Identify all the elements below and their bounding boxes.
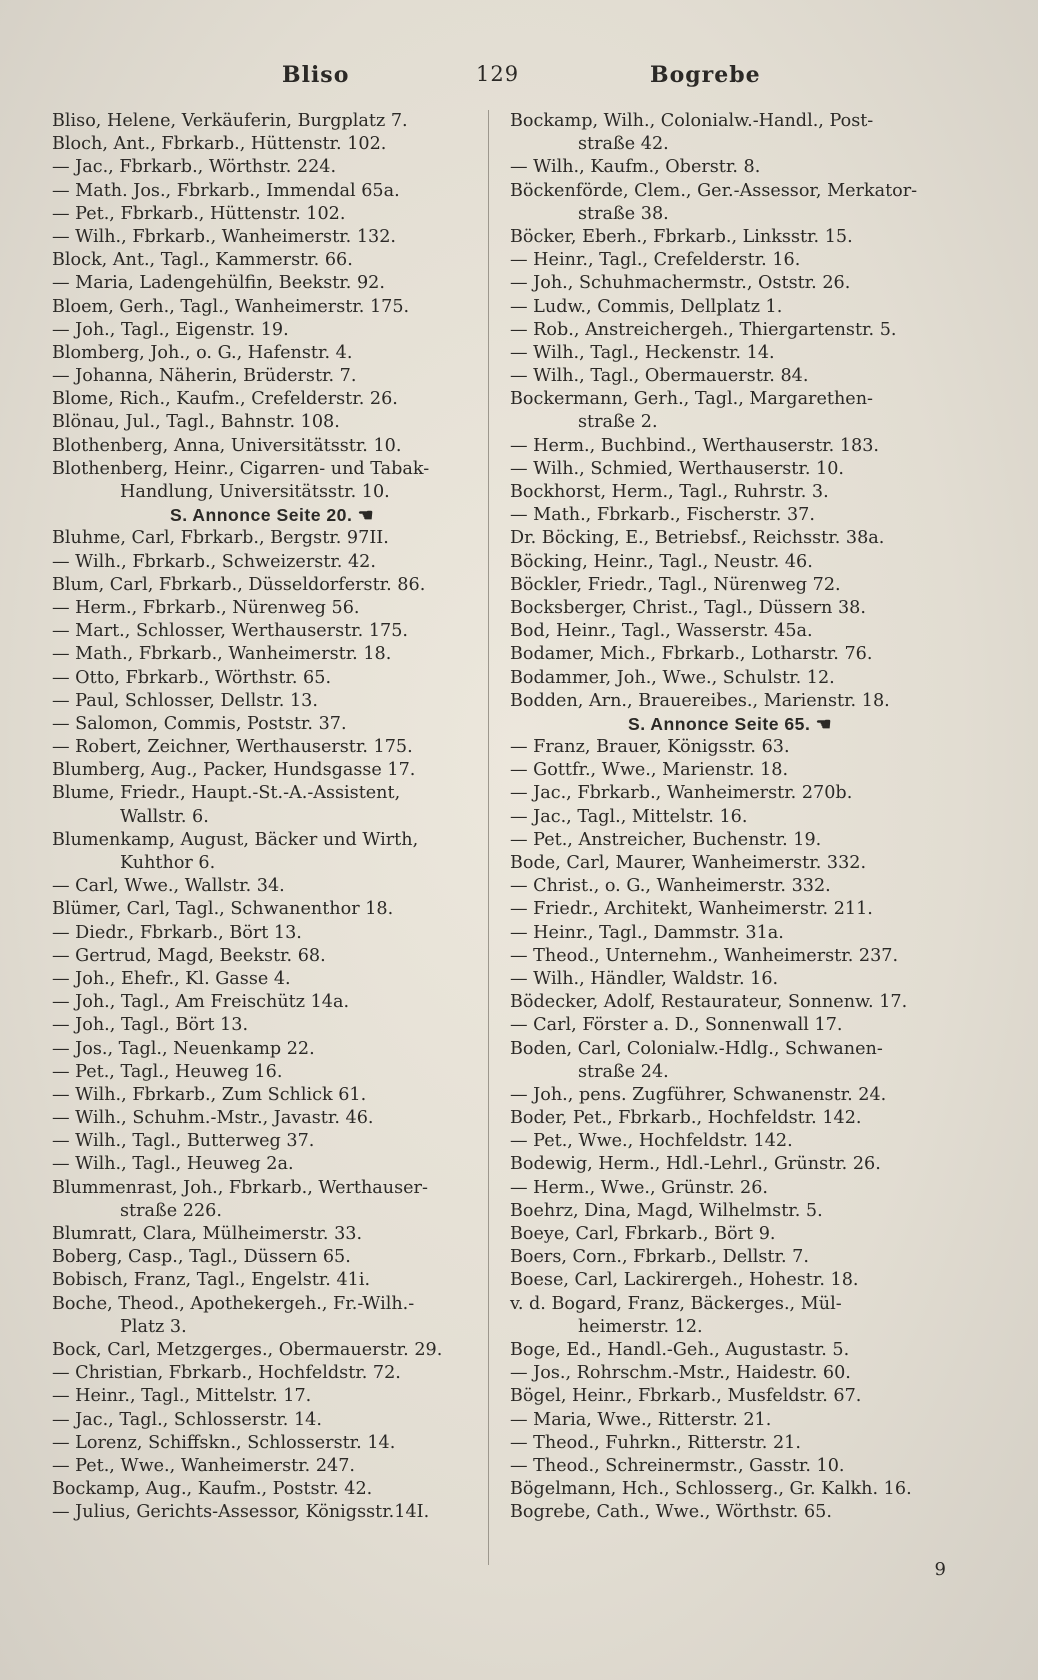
directory-entry: — Rob., Anstreichergeh., Thiergartenstr. 5. (510, 319, 897, 340)
directory-entry: — Jac., Fbrkarb., Wanheimerstr. 270b. (510, 783, 853, 804)
directory-entry: Boge, Ed., Handl.-Geh., Augustastr. 5. (510, 1339, 850, 1360)
right-column (510, 110, 950, 1524)
directory-entry: Block, Ant., Tagl., Kammerstr. 66. (52, 250, 353, 271)
directory-entry: Böcking, Heinr., Tagl., Neustr. 46. (510, 551, 813, 572)
directory-entry: Bloem, Gerh., Tagl., Wanheimerstr. 175. (52, 296, 410, 317)
directory-entry: Bodammer, Joh., Wwe., Schulstr. 12. (510, 667, 835, 688)
directory-entry: — Wilh., Schmied, Werthauserstr. 10. (510, 458, 845, 479)
directory-entry: — Friedr., Architekt, Wanheimerstr. 211. (510, 899, 873, 920)
directory-entry: Blumenkamp, August, Bäcker und Wirth, (52, 829, 419, 850)
directory-entry: Bockermann, Gerh., Tagl., Margarethen- (510, 389, 873, 410)
directory-entry: — Joh., Schuhmachermstr., Oststr. 26. (510, 273, 851, 294)
directory-entry: — Jos., Rohrschm.-Mstr., Haidestr. 60. (510, 1363, 851, 1384)
directory-entry: Bobisch, Franz, Tagl., Engelstr. 41i. (52, 1270, 371, 1291)
directory-entry: Blumberg, Aug., Packer, Hundsgasse 17. (52, 760, 416, 781)
entry-continuation: straße 24. (578, 1061, 669, 1082)
directory-entry: — Wilh., Fbrkarb., Zum Schlick 61. (52, 1084, 367, 1105)
directory-entry: — Joh., pens. Zugführer, Schwanenstr. 24. (510, 1084, 887, 1105)
directory-entry: — Gottfr., Wwe., Marienstr. 18. (510, 760, 789, 781)
directory-entry: — Johanna, Näherin, Brüderstr. 7. (52, 366, 357, 387)
directory-entry: Bockamp, Aug., Kaufm., Poststr. 42. (52, 1479, 373, 1500)
directory-entry: Blume, Friedr., Haupt.-St.-A.-Assistent, (52, 783, 401, 804)
directory-entry: — Otto, Fbrkarb., Wörthstr. 65. (52, 667, 332, 688)
directory-entry: — Herm., Wwe., Grünstr. 26. (510, 1177, 769, 1198)
entry-continuation: heimerstr. 12. (578, 1316, 703, 1337)
directory-entry: — Joh., Tagl., Bört 13. (52, 1015, 249, 1036)
directory-entry: — Wilh., Tagl., Obermauerstr. 84. (510, 366, 809, 387)
directory-entry: — Lorenz, Schiffskn., Schlosserstr. 14. (52, 1432, 396, 1453)
directory-entry: Blummenrast, Joh., Fbrkarb., Werthauser- (52, 1177, 428, 1198)
directory-entry: Blümer, Carl, Tagl., Schwanenthor 18. (52, 899, 394, 920)
directory-entry: Blönau, Jul., Tagl., Bahnstr. 108. (52, 412, 340, 433)
column-divider (488, 110, 489, 1565)
directory-entry: Bogrebe, Cath., Wwe., Wörthstr. 65. (510, 1502, 832, 1523)
directory-entry: — Math. Jos., Fbrkarb., Immendal 65a. (52, 180, 400, 201)
directory-entry: — Heinr., Tagl., Dammstr. 31a. (510, 922, 784, 943)
directory-entry: — Wilh., Tagl., Butterweg 37. (52, 1131, 315, 1152)
directory-entry: — Pet., Anstreicher, Buchenstr. 19. (510, 829, 822, 850)
directory-entry: Blum, Carl, Fbrkarb., Düsseldorferstr. 86. (52, 574, 426, 595)
directory-entry: Bode, Carl, Maurer, Wanheimerstr. 332. (510, 853, 867, 873)
directory-entry: — Wilh., Kaufm., Oberstr. 8. (510, 157, 761, 178)
directory-entry: — Diedr., Fbrkarb., Bört 13. (52, 922, 302, 943)
directory-entry: Blothenberg, Heinr., Cigarren- und Tabak- (52, 458, 430, 479)
directory-entry: — Gertrud, Magd, Beekstr. 68. (52, 945, 326, 966)
directory-entry: — Heinr., Tagl., Mittelstr. 17. (52, 1386, 312, 1407)
entry-continuation: straße 226. (120, 1200, 222, 1221)
directory-entry: — Christian, Fbrkarb., Hochfeldstr. 72. (52, 1363, 401, 1384)
directory-entry: Bögelmann, Hch., Schlosserg., Gr. Kalkh. 16. (510, 1479, 912, 1500)
directory-entry: Blothenberg, Anna, Universitätsstr. 10. (52, 435, 402, 456)
directory-entry: — Wilh., Fbrkarb., Wanheimerstr. 132. (52, 226, 396, 247)
directory-entry: Bloch, Ant., Fbrkarb., Hüttenstr. 102. (52, 134, 387, 155)
directory-entry: Bodamer, Mich., Fbrkarb., Lotharstr. 76. (510, 644, 873, 665)
directory-entry: — Maria, Ladengehülfin, Beekstr. 92. (52, 273, 385, 294)
directory-entry: — Wilh., Tagl., Heuweg 2a. (52, 1154, 294, 1175)
directory-entry: Blumratt, Clara, Mülheimerstr. 33. (52, 1224, 363, 1244)
header-right-catchword: Bogrebe (650, 62, 761, 88)
entry-continuation: straße 2. (578, 412, 658, 433)
directory-entry: — Christ., o. G., Wanheimerstr. 332. (510, 876, 831, 897)
directory-entry: — Pet., Fbrkarb., Hüttenstr. 102. (52, 203, 346, 224)
directory-entry: Boden, Carl, Colonialw.-Hdlg., Schwanen- (510, 1038, 883, 1059)
directory-entry: — Pet., Tagl., Heuweg 16. (52, 1061, 283, 1082)
directory-entry: — Maria, Wwe., Ritterstr. 21. (510, 1409, 772, 1430)
directory-entry: — Pet., Wwe., Wanheimerstr. 247. (52, 1455, 356, 1476)
directory-entry: Bockamp, Wilh., Colonialw.-Handl., Post- (510, 111, 874, 131)
directory-entry: Boehrz, Dina, Magd, Wilhelmstr. 5. (510, 1200, 823, 1221)
directory-entry: Bock, Carl, Metzgerges., Obermauerstr. 29. (52, 1339, 443, 1360)
directory-entry: — Mart., Schlosser, Werthauserstr. 175. (52, 621, 409, 642)
directory-entry: — Theod., Schreinermstr., Gasstr. 10. (510, 1455, 845, 1476)
directory-entry: — Herm., Buchbind., Werthauserstr. 183. (510, 435, 879, 456)
directory-entry: — Carl, Wwe., Wallstr. 34. (52, 876, 285, 897)
directory-entry: Bluhme, Carl, Fbrkarb., Bergstr. 97II. (52, 528, 389, 549)
directory-entry: — Franz, Brauer, Königsstr. 63. (510, 737, 790, 758)
directory-entry: Bockhorst, Herm., Tagl., Ruhrstr. 3. (510, 482, 829, 502)
entry-continuation: Wallstr. 6. (120, 806, 209, 827)
directory-entry: Bliso, Helene, Verkäuferin, Burgplatz 7. (52, 111, 408, 131)
directory-entry: Boeye, Carl, Fbrkarb., Bört 9. (510, 1224, 776, 1244)
directory-entry: — Joh., Tagl., Am Freischütz 14a. (52, 992, 350, 1013)
directory-entry: — Theod., Unternehm., Wanheimerstr. 237. (510, 945, 899, 966)
directory-entry: — Joh., Ehefr., Kl. Gasse 4. (52, 968, 291, 989)
directory-entry: — Wilh., Händler, Waldstr. 16. (510, 968, 779, 989)
directory-entry: — Robert, Zeichner, Werthauserstr. 175. (52, 737, 413, 758)
directory-entry: — Jac., Tagl., Mittelstr. 16. (510, 806, 748, 827)
directory-entry: — Theod., Fuhrkn., Ritterstr. 21. (510, 1432, 801, 1453)
directory-entry: Böckenförde, Clem., Ger.-Assessor, Merkator- (510, 180, 918, 201)
directory-entry: — Jac., Tagl., Schlosserstr. 14. (52, 1409, 322, 1430)
directory-entry: — Julius, Gerichts-Assessor, Königsstr.14I. (52, 1502, 430, 1523)
directory-entry: — Salomon, Commis, Poststr. 37. (52, 713, 347, 734)
directory-entry: — Jos., Tagl., Neuenkamp 22. (52, 1038, 315, 1059)
directory-entry: — Paul, Schlosser, Dellstr. 13. (52, 690, 318, 711)
entry-continuation: straße 38. (578, 203, 669, 224)
directory-entry: Boberg, Casp., Tagl., Düssern 65. (52, 1247, 351, 1268)
directory-entry: — Joh., Tagl., Eigenstr. 19. (52, 319, 289, 340)
directory-entry: — Heinr., Tagl., Crefelderstr. 16. (510, 250, 801, 271)
directory-entry: — Carl, Förster a. D., Sonnenwall 17. (510, 1015, 843, 1036)
directory-entry: Boder, Pet., Fbrkarb., Hochfeldstr. 142. (510, 1108, 862, 1129)
directory-entry: v. d. Bogard, Franz, Bäckerges., Mül- (510, 1293, 842, 1314)
header-left-catchword: Bliso (282, 62, 350, 88)
directory-entry: Boche, Theod., Apothekergeh., Fr.-Wilh.- (52, 1293, 415, 1314)
directory-entry: Bocksberger, Christ., Tagl., Düssern 38. (510, 597, 866, 618)
annonce-reference: S. Annonce Seite 20. ☚ (169, 505, 375, 526)
directory-entry: Bodden, Arn., Brauereibes., Marienstr. 18. (510, 690, 890, 711)
directory-entry: — Math., Fbrkarb., Fischerstr. 37. (510, 505, 815, 526)
directory-entry: Bod, Heinr., Tagl., Wasserstr. 45a. (510, 621, 813, 642)
directory-entry: — Wilh., Fbrkarb., Schweizerstr. 42. (52, 551, 376, 572)
directory-entry: Blomberg, Joh., o. G., Hafenstr. 4. (52, 342, 353, 363)
directory-entry: Bögel, Heinr., Fbrkarb., Musfeldstr. 67. (510, 1386, 862, 1407)
directory-entry: — Wilh., Tagl., Heckenstr. 14. (510, 342, 775, 363)
annonce-reference: S. Annonce Seite 65. ☚ (627, 713, 833, 734)
directory-entry: Blome, Rich., Kaufm., Crefelderstr. 26. (52, 389, 398, 410)
directory-entry: — Ludw., Commis, Dellplatz 1. (510, 296, 783, 317)
directory-entry: Boers, Corn., Fbrkarb., Dellstr. 7. (510, 1247, 809, 1268)
signature-mark: 9 (934, 1559, 946, 1580)
directory-entry: — Pet., Wwe., Hochfeldstr. 142. (510, 1131, 793, 1152)
directory-entry: Dr. Böcking, E., Betriebsf., Reichsstr. 38a. (510, 528, 885, 549)
directory-entry: — Herm., Fbrkarb., Nürenweg 56. (52, 597, 360, 618)
directory-entry: — Wilh., Schuhm.-Mstr., Javastr. 46. (52, 1108, 374, 1129)
directory-entry: Boese, Carl, Lackirergeh., Hohestr. 18. (510, 1270, 859, 1291)
entry-continuation: Handlung, Universitätsstr. 10. (120, 482, 390, 502)
directory-entry: — Math., Fbrkarb., Wanheimerstr. 18. (52, 644, 392, 665)
directory-entry: Böckler, Friedr., Tagl., Nürenweg 72. (510, 574, 841, 595)
directory-entry: Böcker, Eberh., Fbrkarb., Linksstr. 15. (510, 226, 853, 247)
entry-continuation: straße 42. (578, 134, 669, 155)
entry-continuation: Kuhthor 6. (120, 853, 216, 873)
directory-entry: Bödecker, Adolf, Restaurateur, Sonnenw. 17. (510, 992, 908, 1013)
page-number: 129 (476, 62, 520, 86)
entry-continuation: Platz 3. (120, 1316, 187, 1337)
directory-entry: Bodewig, Herm., Hdl.-Lehrl., Grünstr. 26. (510, 1154, 881, 1175)
directory-entry: — Jac., Fbrkarb., Wörthstr. 224. (52, 157, 337, 178)
left-column (52, 110, 492, 1524)
